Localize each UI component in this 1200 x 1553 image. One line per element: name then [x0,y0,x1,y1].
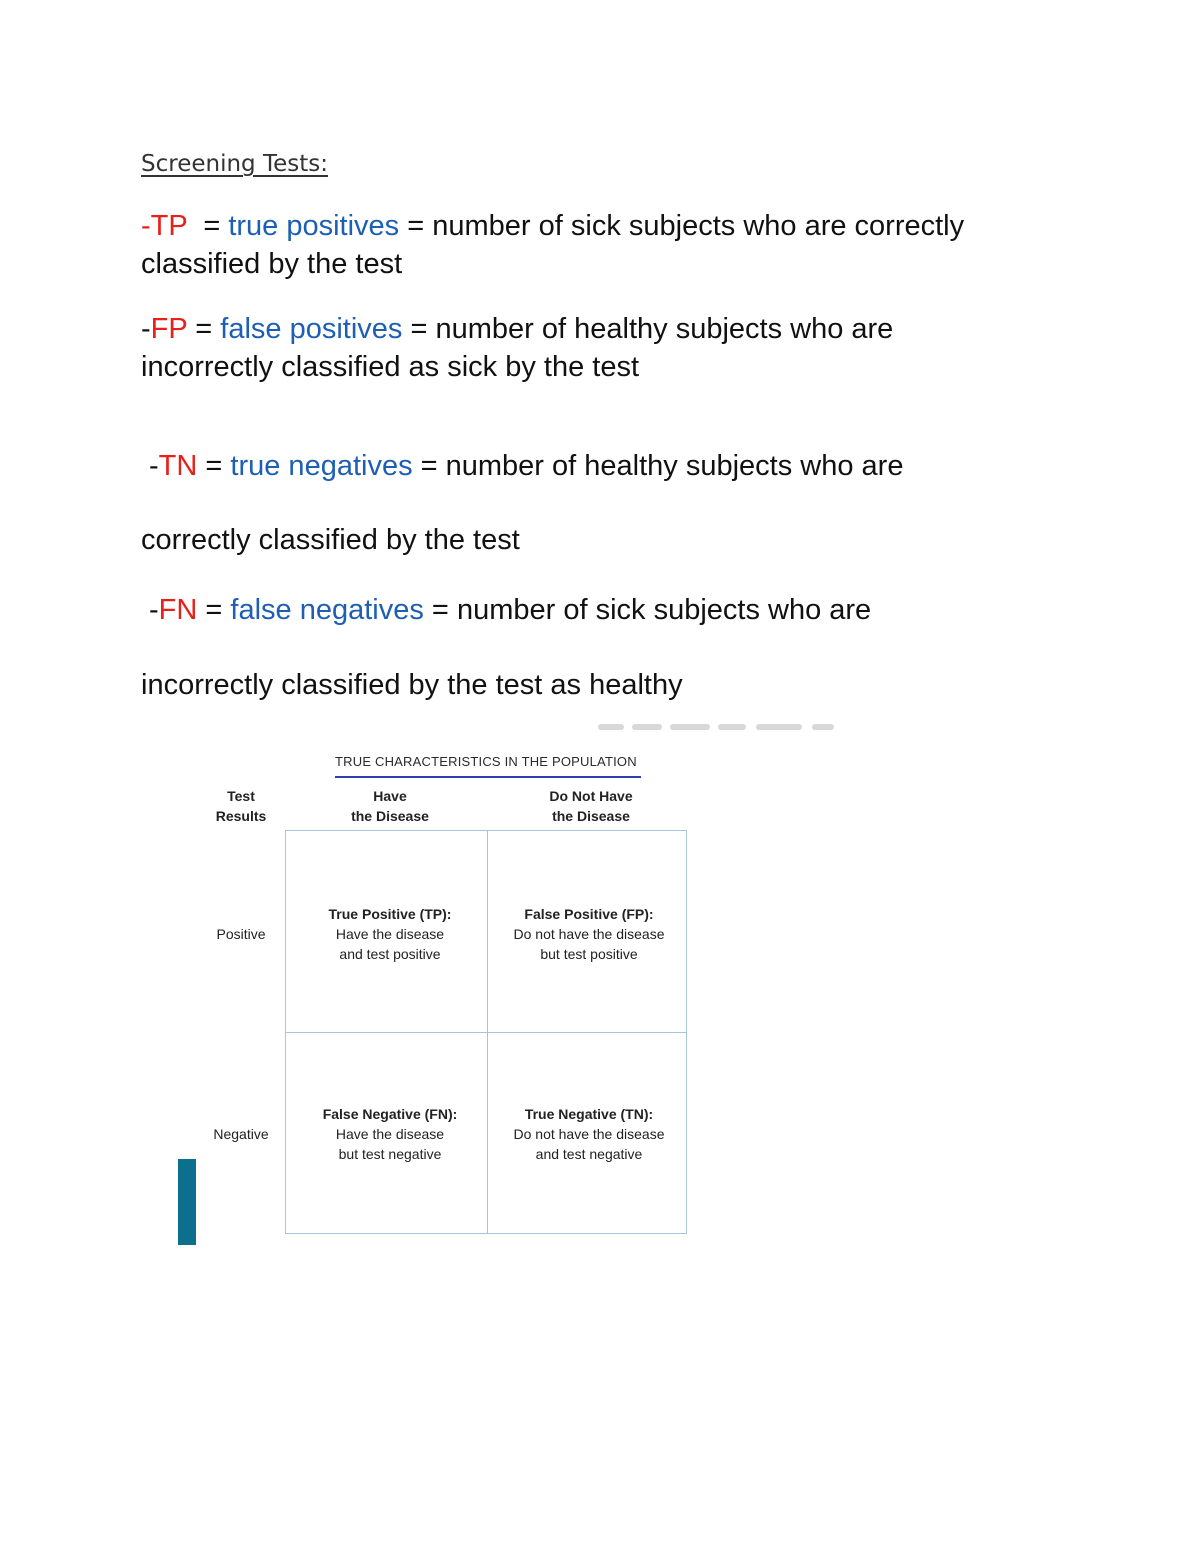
col-header-have [310,786,470,826]
figure-header: TRUE CHARACTERISTICS IN THE POPULATION [335,754,637,769]
tp-cell-title: True Positive (TP): [328,906,452,922]
tn-cell-title: True Negative (TN): [524,1106,654,1122]
fn-abbr: FN [158,594,198,626]
fp-desc: number of healthy subjects who are [435,313,894,345]
col2-header-line2: the Disease [552,808,630,824]
definition-tp-line2: classified by the test [141,248,403,280]
tn-abbr: TN [158,450,198,482]
definition-fn-line2: incorrectly classified by the test as healthy [141,669,683,701]
page-title: Screening Tests: [141,151,328,177]
fn-sep1: = [197,594,231,626]
tn-term: true negatives [230,450,413,482]
tn-sep2: = [412,450,446,482]
definition-tn-line2: correctly classified by the test [141,524,520,556]
fn-cell-line1: Have the disease [335,1126,445,1142]
col2-header-line1: Do Not Have [549,788,633,804]
col1-header-line1: Have [373,788,407,804]
row-label-positive: Positive [216,926,266,942]
fp-term: false positives [220,313,403,345]
tp-cell-line2: and test positive [339,946,441,962]
matrix-divider-horizontal [285,1032,687,1033]
fn-desc: number of sick subjects who are [456,594,872,626]
tp-desc: number of sick subjects who are correctly [432,210,965,242]
definition-tp-line1 [141,207,964,245]
tn-sep1: = [197,450,231,482]
tn-desc: number of healthy subjects who are [445,450,904,482]
tp-sep2: = [399,210,433,242]
definition-tn-line1 [149,447,903,485]
tp-term: true positives [228,210,400,242]
fn-sep2: = [423,594,457,626]
col1-header-line2: the Disease [351,808,429,824]
fp-cell-line1: Do not have the disease [513,926,665,942]
cropped-title-remnant [598,708,888,730]
tn-cell-line1: Do not have the disease [513,1126,665,1142]
fp-sep2: = [402,313,436,345]
row-header-line2: Results [215,808,267,824]
cell-true-positive [290,904,490,964]
tp-sep1: = [187,210,229,242]
definition-fp-line2: incorrectly classified as sick by the test [141,351,640,383]
fn-cell-title: False Negative (FN): [322,1106,458,1122]
fp-sep1: = [187,313,221,345]
fn-cell-line2: but test negative [338,1146,442,1162]
accent-bar [178,1159,196,1245]
row-label-negative: Negative [213,1126,269,1142]
row-header-line1: Test [227,788,255,804]
col-header-do-not-have [511,786,671,826]
definition-fp-line1 [141,310,893,348]
fp-prefix: - [141,313,151,345]
confusion-matrix-figure [178,716,718,1251]
definition-fn-line1 [149,591,871,629]
fp-cell-title: False Positive (FP): [524,906,654,922]
fn-prefix: - [149,594,159,626]
row-header [196,786,286,826]
tn-cell-line2: and test negative [535,1146,643,1162]
cell-false-negative [290,1104,490,1164]
fp-abbr: FP [150,313,188,345]
tp-abbr: TP [150,210,188,242]
cell-true-negative [489,1104,689,1164]
fn-term: false negatives [230,594,424,626]
fp-cell-line2: but test positive [540,946,638,962]
tp-cell-line1: Have the disease [335,926,445,942]
cell-false-positive [489,904,689,964]
figure-header-rule [335,776,641,778]
tp-prefix: - [141,210,151,242]
tn-prefix: - [149,450,159,482]
